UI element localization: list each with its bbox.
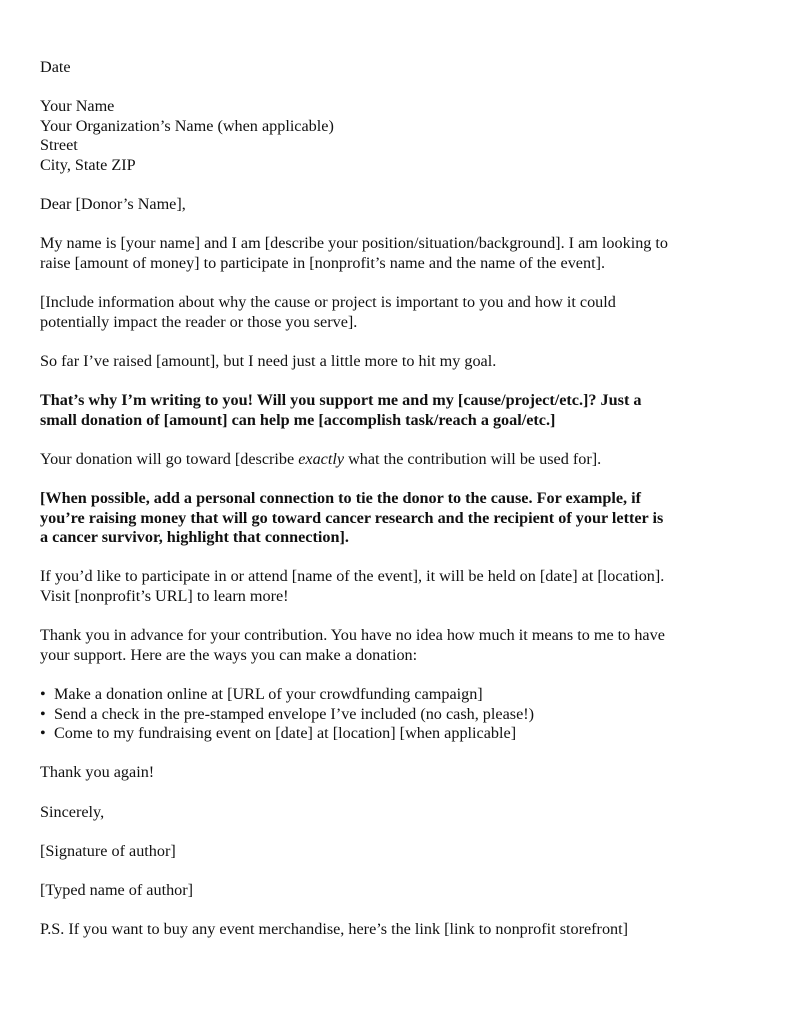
date-text: Date: [40, 58, 71, 76]
paragraph-personal-connection: [40, 489, 760, 548]
closing-text: Sincerely,: [40, 802, 105, 821]
paragraph-line: [When possible, add a personal connection to tie the donor to the cause. For example, if: [40, 489, 642, 508]
list-item: [40, 705, 760, 725]
paragraph-line: [40, 450, 760, 470]
bullet-icon: •: [40, 704, 46, 723]
salutation: [40, 195, 760, 215]
sender-name: Your Name: [40, 97, 115, 116]
letter-page: [40, 58, 760, 959]
sender-address: [40, 97, 760, 175]
signature-text: [Signature of author]: [40, 841, 176, 860]
paragraph-line: potentially impact the reader or those you serve].: [40, 312, 358, 331]
paragraph-line: Thank you in advance for your contribution. You have no idea how much it means to me to have: [40, 626, 665, 645]
typed-name-text: [Typed name of author]: [40, 880, 194, 899]
typed-name: [40, 881, 760, 901]
paragraph-line: If you’d like to participate in or attend [name of the event], it will be held on [date] at [location].: [40, 567, 665, 586]
paragraph-event-info: [40, 567, 760, 606]
paragraph-line: your support. Here are the ways you can make a donation:: [40, 645, 418, 664]
paragraph-line: Visit [nonprofit’s URL] to learn more!: [40, 587, 289, 606]
sender-street: Street: [40, 136, 78, 155]
paragraph-thank-you: [40, 626, 760, 665]
paragraph-donation-use: [40, 450, 760, 470]
donation-methods-list: [40, 685, 760, 744]
paragraph-line: My name is [your name] and I am [describe your position/situation/background]. I am looking to: [40, 234, 669, 253]
paragraph-line: raise [amount of money] to participate in [nonprofit’s name and the name of the event].: [40, 253, 606, 272]
list-item-text: Make a donation online at [URL of your crowdfunding campaign]: [54, 685, 483, 703]
bullet-icon: •: [40, 724, 46, 743]
paragraph-line: So far I’ve raised [amount], but I need just a little more to hit my goal.: [40, 351, 497, 370]
list-item: [40, 685, 760, 705]
paragraph-introduction: [40, 234, 760, 273]
paragraph-cause-importance: [40, 293, 760, 332]
sender-organization: Your Organization’s Name (when applicable): [40, 116, 334, 135]
donation-use-after: what the contribution will be used for].: [344, 449, 602, 468]
paragraph-line: That’s why I’m writing to you! Will you support me and my [cause/project/etc.]? Just a: [40, 391, 642, 410]
sender-city-state-zip: City, State ZIP: [40, 155, 136, 174]
donation-use-emphasis: exactly: [298, 449, 345, 468]
salutation-text: Dear [Donor’s Name],: [40, 195, 186, 214]
paragraph-line: small donation of [amount] can help me [accomplish task/reach a goal/etc.]: [40, 410, 556, 429]
list-item-text: Come to my fundraising event on [date] at [location] [when applicable]: [54, 724, 517, 743]
closing: [40, 803, 760, 823]
date-line: [40, 58, 760, 78]
signature: [40, 842, 760, 862]
thanks-again-text: Thank you again!: [40, 763, 155, 782]
postscript-text: P.S. If you want to buy any event merchandise, here’s the link [link to nonprofit storefront]: [40, 920, 629, 939]
donation-use-before: Your donation will go toward [describe: [40, 449, 299, 468]
paragraph-progress: [40, 352, 760, 372]
paragraph-line: a cancer survivor, highlight that connection].: [40, 528, 349, 547]
paragraph-line: you’re raising money that will go toward cancer research and the recipient of your letter is: [40, 508, 664, 527]
paragraph-ask: [40, 391, 760, 430]
paragraph-line: [Include information about why the cause or project is important to you and how it could: [40, 293, 616, 312]
list-item: [40, 724, 760, 744]
bullet-icon: •: [40, 685, 46, 703]
postscript: [40, 920, 760, 940]
thanks-again: [40, 763, 760, 783]
list-item-text: Send a check in the pre-stamped envelope I’ve included (no cash, please!): [54, 704, 535, 723]
